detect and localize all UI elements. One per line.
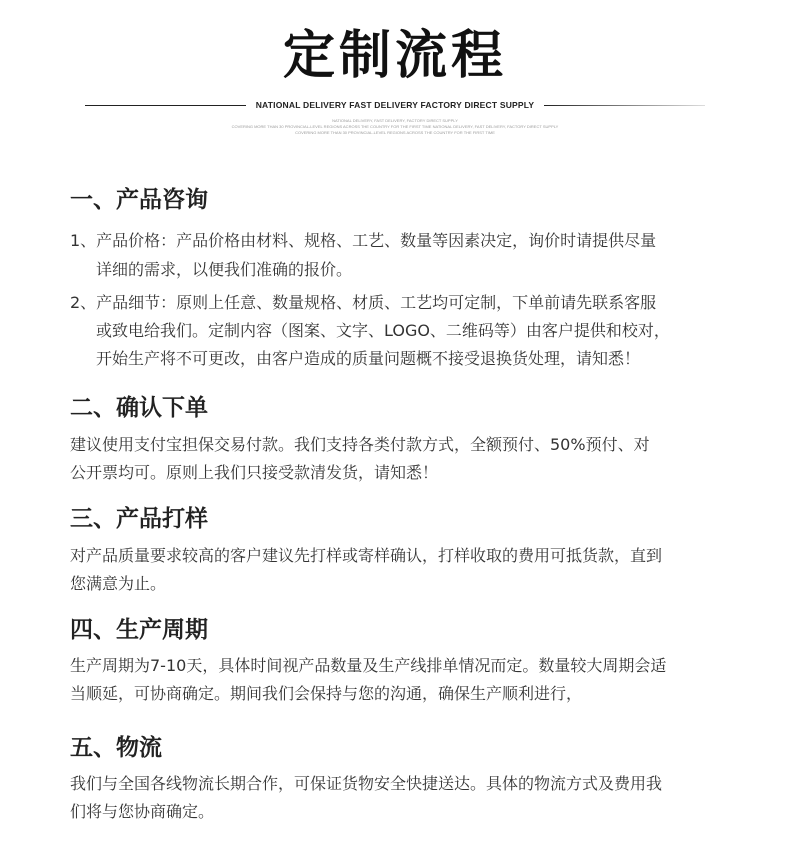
paragraph-line: 当顺延，可协商确定。期间我们会保持与您的沟通，确保生产顺利进行， <box>70 684 583 703</box>
paragraph-line: 2、产品细节：原则上任意、数量规格、材质、工艺均可定制，下单前请先联系客服 <box>70 293 657 312</box>
paragraph-line: 我们与全国各线物流长期合作，可保证货物安全快捷送达。具体的物流方式及费用我 <box>70 774 663 793</box>
subtitle: NATIONAL DELIVERY FAST DELIVERY FACTORY DIRECT SUPPLY <box>255 100 535 110</box>
fine-print-line: NATIONAL DELIVERY, FAST DELIVERY, FACTORY DIRECT SUPPLY <box>332 118 458 123</box>
section-heading-order: 二、确认下单 <box>70 395 208 421</box>
divider-left <box>85 105 246 106</box>
fine-print-line: COVERING MORE THAN 30 PROVINCIAL-LEVEL REGIONS ACROSS THE COUNTRY FOR THE FIRST TIME <box>295 130 495 135</box>
paragraph-line: 或致电给我们。定制内容（图案、文字、LOGO、二维码等）由客户提供和校对， <box>96 321 670 340</box>
paragraph-line: 们将与您协商确定。 <box>70 802 215 821</box>
fine-print-line: COVERING MORE THAN 30 PROVINCIAL-LEVEL REGIONS ACROSS THE COUNTRY FOR THE FIRST TIME NATIONAL DELIVERY, FAST DELIVERY, FACTORY DIRECT SUPPLY <box>231 124 559 129</box>
page-title: 定制流程 <box>282 26 507 86</box>
paragraph-line: 公开票均可。原则上我们只接受款清发货，请知悉！ <box>70 463 439 482</box>
section-heading-production: 四、生产周期 <box>70 617 208 643</box>
section-heading-sample: 三、产品打样 <box>70 506 208 532</box>
paragraph-line: 1、产品价格：产品价格由材料、规格、工艺、数量等因素决定，询价时请提供尽量 <box>70 231 657 250</box>
paragraph-line: 开始生产将不可更改，由客户造成的质量问题概不接受退换货处理，请知悉！ <box>96 349 641 368</box>
paragraph-line: 详细的需求，以便我们准确的报价。 <box>96 260 353 279</box>
paragraph-line: 对产品质量要求较高的客户建议先打样或寄样确认，打样收取的费用可抵货款，直到 <box>70 546 663 565</box>
section-heading-consultation: 一、产品咨询 <box>70 187 208 213</box>
divider-right <box>544 105 705 106</box>
paragraph-line: 建议使用支付宝担保交易付款。我们支持各类付款方式，全额预付、50%预付、对 <box>70 435 650 454</box>
paragraph-line: 生产周期为7-10天，具体时间视产品数量及生产线排单情况而定。数量较大周期会适 <box>70 656 667 675</box>
paragraph-line: 您满意为止。 <box>70 574 167 593</box>
subtitle-bar <box>85 98 705 112</box>
section-heading-logistics: 五、物流 <box>70 735 162 761</box>
